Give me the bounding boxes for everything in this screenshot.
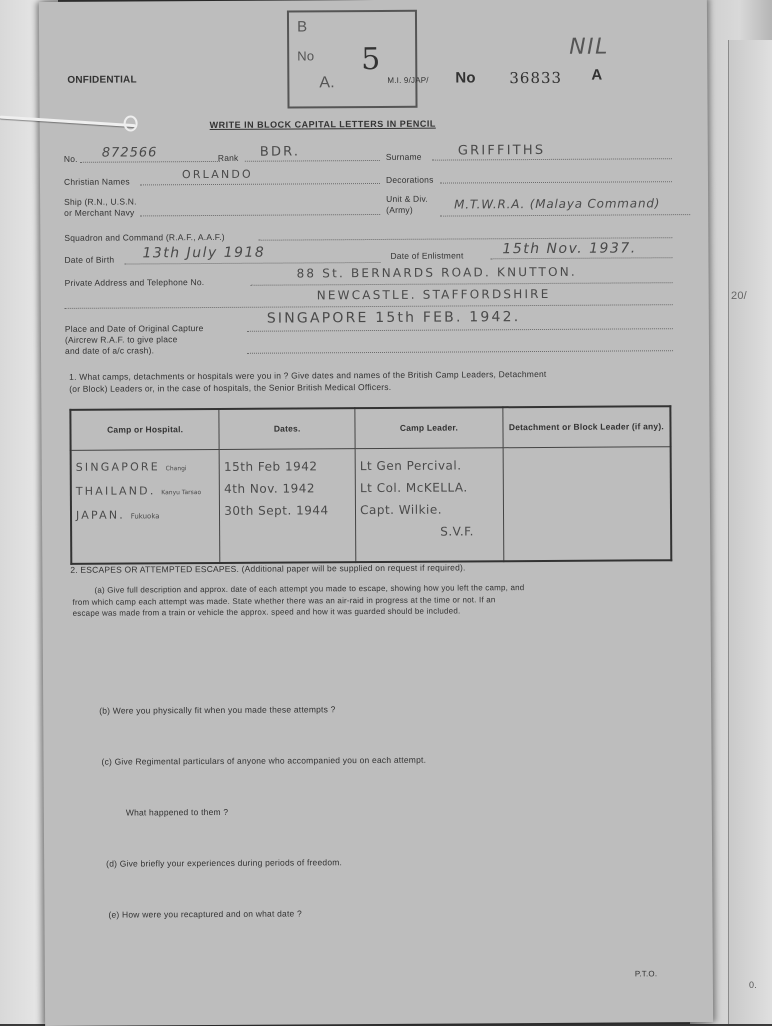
camp-leader: Lt Col. McKELLA. [359,479,468,495]
decorations-label: Decorations [385,174,434,185]
enlistment-label: Date of Enlistment [390,250,464,261]
question-2e-text: (e) How were you recaptured and on what date ? [108,908,302,920]
camp-note: Kanyu Tarsao [161,488,202,496]
rank-value: BDR. [259,144,301,160]
camp-name: SINGAPORE [75,459,160,474]
camp-note: Changi [165,464,187,472]
confidential-label: ONFIDENTIAL [67,74,137,86]
background-paper-right-edge [728,40,772,1024]
field-line [80,161,220,163]
question-2a-text-2: from which camp each attempt was made. State whether there was an air-raid in progress at the time or not. If an [72,595,496,607]
side-mark-dot: 0. [749,980,757,990]
stamp-text: B [296,18,308,36]
detachment-column [503,446,671,561]
field-line [247,350,673,354]
table-cell [76,455,216,527]
question-2d-text: (d) Give briefly your experiences during periods of freedom. [106,857,343,869]
mi-reference: M.I. 9/JAP/ [387,75,429,85]
field-line [490,257,672,259]
christian-names-label: Christian Names [63,176,130,187]
rank-label: Rank [217,152,239,163]
question-2a-text-3: escape was made from a train or vehicle the approx. speed and how it was guarded should be included. [72,606,461,618]
camp-date: 30th Sept. 1944 [224,502,329,518]
surname-value: GRIFFITHS [457,142,546,159]
form-page [39,0,713,1026]
capture-label-3: and date of a/c crash). [64,345,155,356]
field-line [140,214,380,216]
service-number-label: No. [63,153,78,164]
squadron-label: Squadron and Command (R.A.F., A.A.F.) [64,231,225,243]
address-line-2: NEWCASTLE. STAFFORDSHIRE [316,286,551,303]
table-cell [360,454,499,543]
christian-names-value: ORLANDO [181,167,253,182]
camp-leader: S.V.F. [440,523,474,539]
service-number-value: 872566 [101,145,158,161]
question-2a-text: (a) Give full description and approx. date of each attempt you made to escape, showing how you left the camp, and [94,583,525,595]
leader-column [355,447,503,561]
table-body-row [71,446,672,563]
pto-label: P.T.O. [634,969,658,979]
unit-value: M.T.W.R.A. (Malaya Command) [454,196,661,212]
field-line [245,160,380,162]
address-line-1: 88 St. BERNARDS ROAD. KNUTTON. [296,264,577,281]
camp-date: 4th Nov. 1942 [224,480,316,496]
field-line [124,262,380,265]
stamp-handwritten-number: 5 [361,41,381,78]
camp-leader: Lt Gen Percival. [359,457,462,473]
enlistment-value: 15th Nov. 1937. [502,240,637,258]
column-header: Detachment or Block Leader (if any). [503,406,671,447]
field-line [247,328,673,332]
camp-leader: Capt. Wilkie. [360,502,443,517]
question-2c-text: (c) Give Regimental particulars of anyone who accompanied you on each attempt. [101,754,427,767]
date-of-birth-value: 13th July 1918 [142,244,266,262]
ship-label: Ship (R.N., U.S.N. [64,196,137,207]
question-1-text-2: (or Block) Leaders or, in the case of hospitals, the Senior British Medical Officers. [69,381,392,394]
table-header-row [70,406,670,450]
unit-label: Unit & Div. [386,193,428,204]
stamp-text: A. [319,74,335,92]
question-2-heading: 2. ESCAPES OR ATTEMPTED ESCAPES. (Additional paper will be supplied on request if required). [70,562,466,575]
field-line [65,304,673,309]
nil-annotation: NIL [569,34,609,60]
capture-label-2: (Aircrew R.A.F. to give place [64,334,178,345]
field-line [440,181,672,183]
camp-table [69,405,672,564]
form-suffix: A [591,66,603,84]
registry-stamp [287,10,418,109]
capture-value: SINGAPORE 15th FEB. 1942. [266,309,521,327]
column-header: Camp or Hospital. [70,409,219,450]
address-label: Private Address and Telephone No. [64,277,205,288]
form-number: 36833 [509,68,563,88]
camp-date: 15th Feb 1942 [223,458,318,474]
column-header: Dates. [219,408,355,449]
dates-column [219,448,356,562]
camp-column [71,449,220,563]
table-cell [224,455,351,522]
column-header: Camp Leader. [355,407,503,448]
question-2c-followup: What happened to them ? [125,806,229,818]
binding-knot [124,115,138,131]
unit-label-2: (Army) [386,204,413,215]
field-line [432,158,672,160]
side-mark: 20/ [731,290,747,302]
field-line [140,183,380,185]
camp-name: JAPAN. [75,508,126,522]
stamp-text: No [297,48,315,64]
ship-label-2: or Merchant Navy [64,207,135,218]
camp-name: THAILAND. [75,483,156,498]
camp-note: Fukuoka [130,511,160,520]
instruction-heading: WRITE IN BLOCK CAPITAL LETTERS IN PENCIL [209,118,436,131]
number-label: No [455,69,476,87]
date-of-birth-label: Date of Birth [64,254,115,265]
question-2b-text: (b) Were you physically fit when you made these attempts ? [99,704,336,716]
field-line [251,282,673,286]
field-line [440,214,690,217]
capture-label: Place and Date of Original Capture [64,323,204,334]
surname-label: Surname [385,151,422,162]
question-1-text: 1. What camps, detachments or hospitals were you in ? Give dates and names of the British Camp Leaders, Detachment [69,368,547,382]
